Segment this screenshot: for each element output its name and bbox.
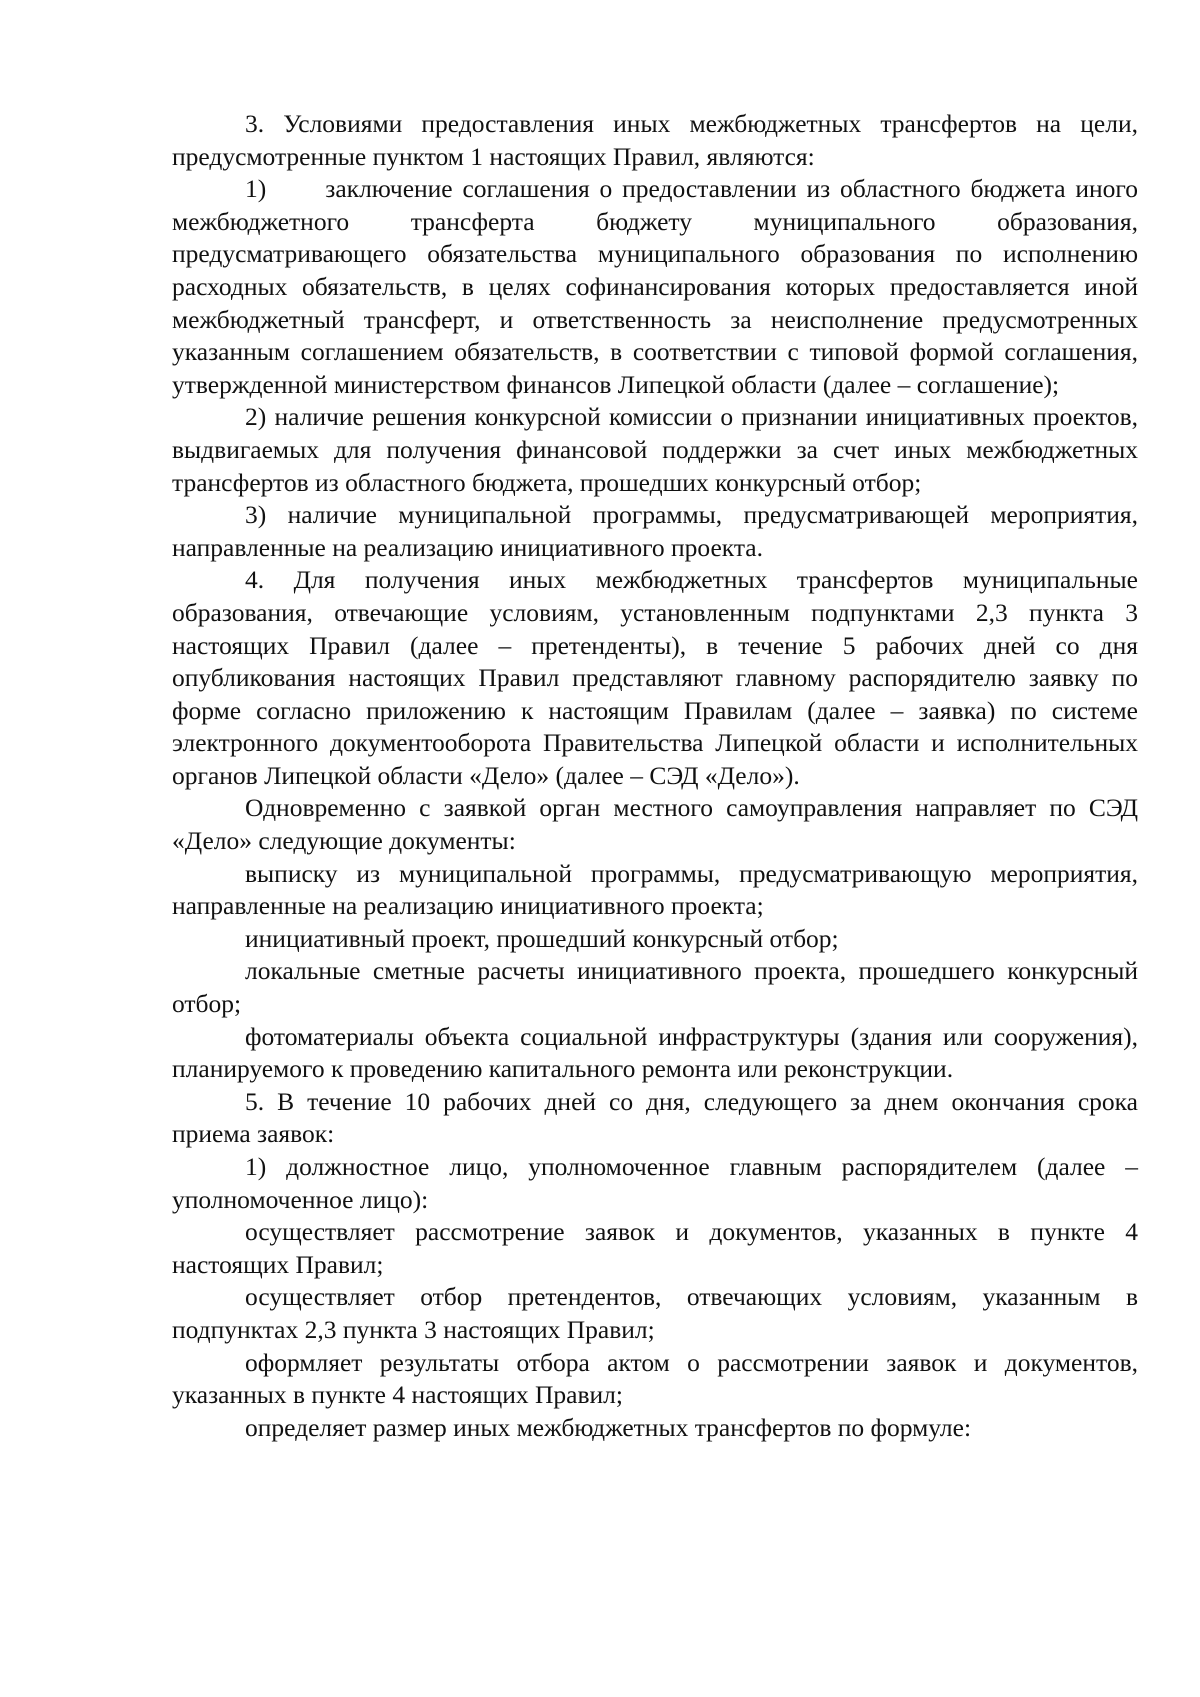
paragraph-subitem-1-agreement: 1) заключение соглашения о предоставлении из областного бюджета иного межбюджетного трансферта бюджету муниципального образования, предусматривающего обязательства муниципального образования по исполнению расходных обязательств, в целях софинансирования которых предоставляется иной межбюджетный трансферт, и ответственность за неисполнение предусмотренных указанным соглашением обязательств, в соответствии с типовой формой соглашения, утвержденной министерством финансов Липецкой области (далее – соглашение); xyxy=(172,174,1138,399)
paragraph-documents-intro: Одновременно с заявкой орган местного самоуправления направляет по СЭД «Дело» следующие документы: xyxy=(172,793,1138,856)
paragraph-doc-photo-materials: фотоматериалы объекта социальной инфраструктуры (здания или сооружения), планируемого к проведению капитального ремонта или реконструкции. xyxy=(172,1021,1138,1084)
paragraph-item-5-review-period: 5. В течение 10 рабочих дней со дня, следующего за днем окончания срока приема заявок: xyxy=(172,1086,1138,1149)
paragraph-doc-cost-estimates: локальные сметные расчеты инициативного проекта, прошедшего конкурсный отбор; xyxy=(172,956,1138,1019)
paragraph-subitem-3-municipal-program: 3) наличие муниципальной программы, предусматривающей мероприятия, направленные на реализацию инициативного проекта. xyxy=(172,500,1138,562)
paragraph-select-applicants: осуществляет отбор претендентов, отвечающих условиям, указанным в подпунктах 2,3 пункта 3 настоящих Правил; xyxy=(172,1282,1138,1344)
paragraph-transfer-formula-intro: определяет размер иных межбюджетных трансфертов по формуле: xyxy=(245,1412,972,1442)
paragraph-item-3-conditions: 3. Условиями предоставления иных межбюджетных трансфертов на цели, предусмотренные пунктом 1 настоящих Правил, являются: xyxy=(172,109,1138,171)
paragraph-doc-program-extract: выписку из муниципальной программы, предусматривающую мероприятия, направленные на реализацию инициативного проекта; xyxy=(172,858,1138,921)
paragraph-review-act: оформляет результаты отбора актом о рассмотрении заявок и документов, указанных в пункте 4 настоящих Правил; xyxy=(172,1347,1138,1410)
paragraph-item-4-application: 4. Для получения иных межбюджетных трансфертов муниципальные образования, отвечающие условиям, установленным подпунктами 2,3 пункта 3 настоящих Правил (далее – претенденты), в течение 5 рабочих дней со дня опубликования настоящих Правил представляют главному распорядителю заявку по форме согласно приложению к настоящим Правилам (далее – заявка) по системе электронного документооборота Правительства Липецкой области и исполнительных органов Липецкой области «Дело» (далее – СЭД «Дело»). xyxy=(172,565,1138,790)
paragraph-doc-initiative-project: инициативный проект, прошедший конкурсный отбор; xyxy=(245,923,839,953)
paragraph-subitem-2-commission-decision: 2) наличие решения конкурсной комиссии о признании инициативных проектов, выдвигаемых для получения финансовой поддержки за счет иных межбюджетных трансфертов из областного бюджета, прошедших конкурсный отбор; xyxy=(172,402,1138,497)
paragraph-subitem-1-authorized-person: 1) должностное лицо, уполномоченное главным распорядителем (далее – уполномоченное лицо): xyxy=(172,1152,1138,1214)
paragraph-review-applications: осуществляет рассмотрение заявок и документов, указанных в пункте 4 настоящих Правил; xyxy=(172,1217,1138,1279)
document-page xyxy=(172,108,1138,1444)
